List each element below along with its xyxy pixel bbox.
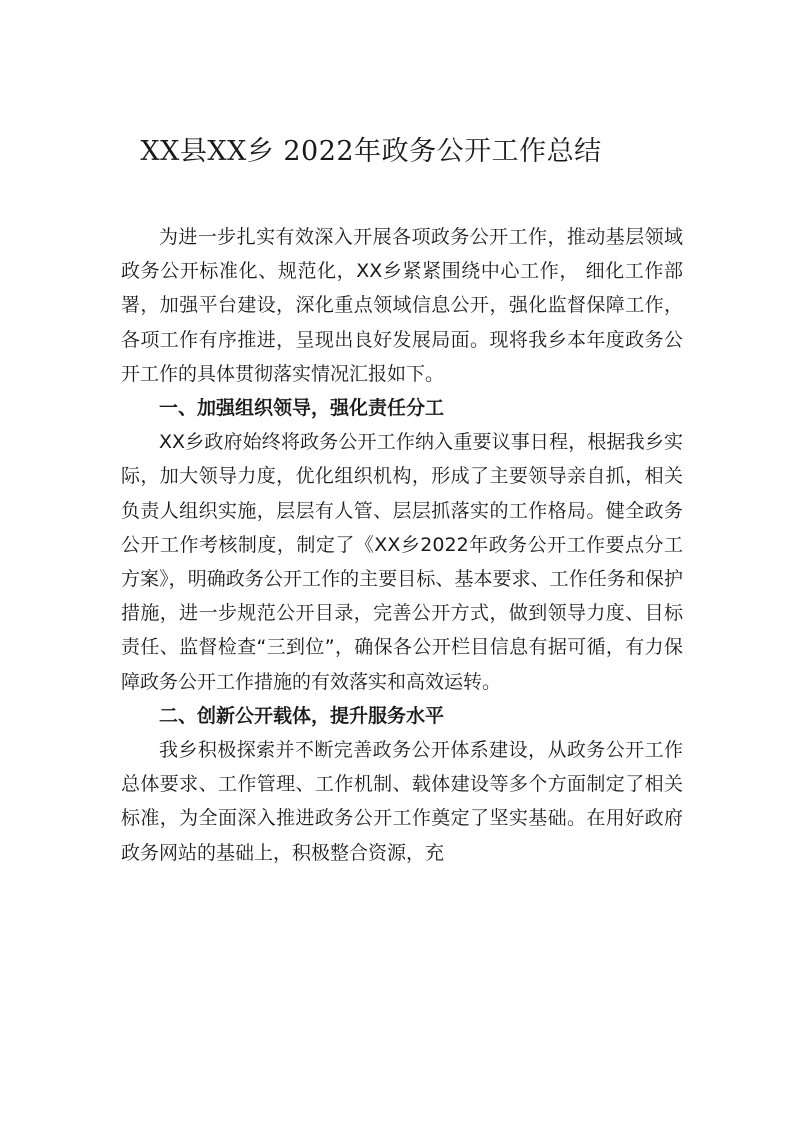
section-heading-2: 二、创新公开载体，提升服务水平 — [159, 704, 445, 727]
document-title: XX县XX乡 2022年政务公开工作总结 — [140, 136, 602, 167]
section-paragraph-1: XX乡政府始终将政务公开工作纳入重要议事日程，根据我乡实际，加大领导力度，优化组织机构，形成了主要领导亲自抓，相关负责人组织实施，层层有人管、层层抓落实的工作格局。健全政务公开工作考核制度，制定了《XX乡2022年政务公开工作要点分工方案》，明确政务公开工作的主要目标、基本要求、工作任务和保护措施，进一步规范公开目录，完善公开方式，做到领导力度、目标责任、监督检查“三到位”，确保各公开栏目信息有据可循，有力保障政务公开工作措施的有效落实和高效运转。 — [121, 431, 683, 693]
document-body — [121, 220, 683, 870]
section-paragraph-2: 我乡积极探索并不断完善政务公开体系建设，从政务公开工作总体要求、工作管理、工作机制、载体建设等多个方面制定了相关标准，为全面深入推进政务公开工作奠定了坚实基础。在用好政府政务网站的基础上，积极整合资源，充 — [121, 739, 683, 864]
section-heading-1: 一、加强组织领导，强化责任分工 — [159, 397, 445, 420]
intro-paragraph: 为进一步扎实有效深入开展各项政务公开工作，推动基层领域政务公开标准化、规范化，XX乡紧紧围绕中心工作， 细化工作部署，加强平台建设，深化重点领域信息公开，强化监督保障工作，各项工作有序推进，呈现出良好发展局面。现将我乡本年度政务公开工作的具体贯彻落实情况汇报如下。 — [121, 226, 683, 385]
